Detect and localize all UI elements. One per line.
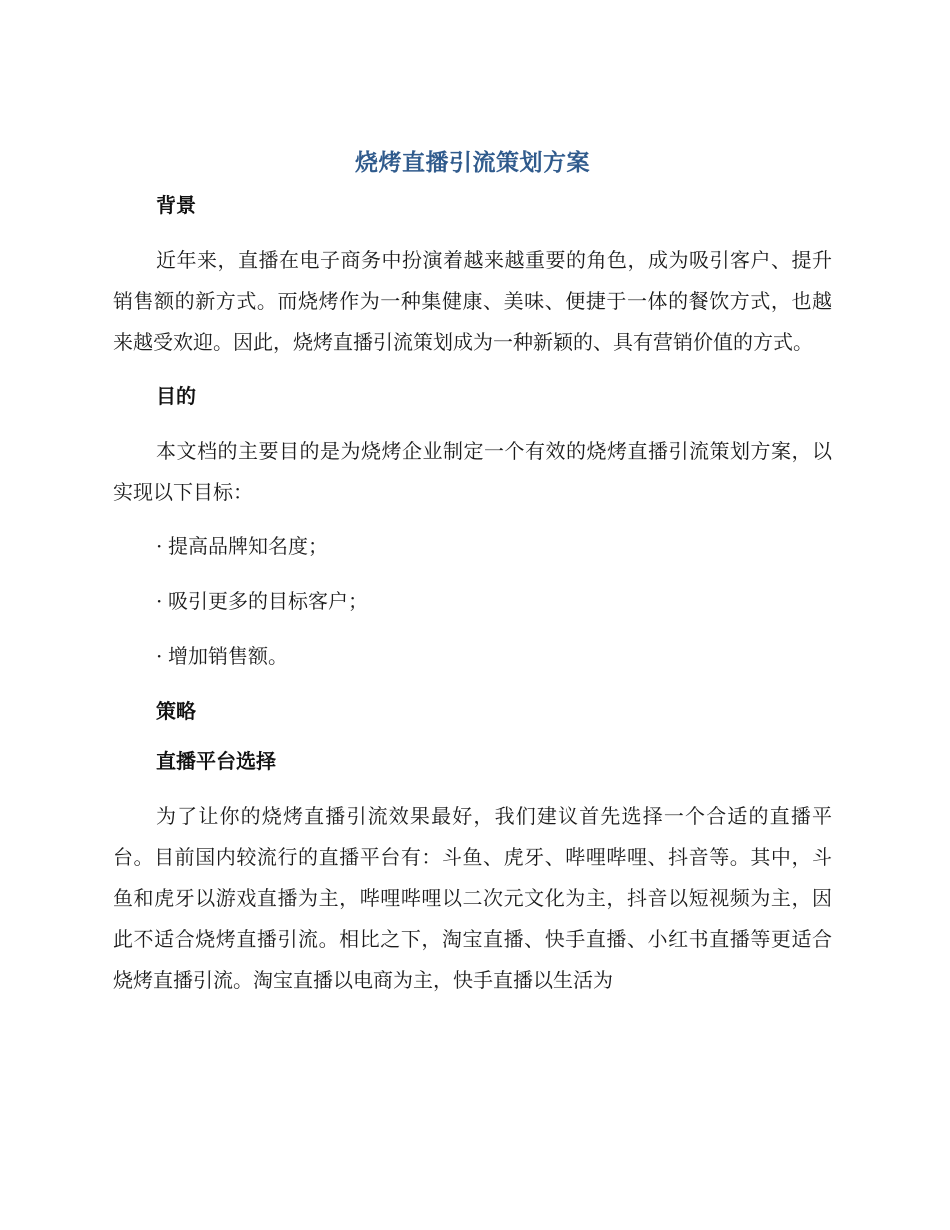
goal-text: 吸引更多的目标客户； <box>168 589 368 613</box>
heading-background: 背景 <box>156 193 196 217</box>
bullet-marker: · <box>156 644 163 668</box>
goal-text: 增加销售额。 <box>168 644 288 668</box>
bullet-marker: · <box>156 534 163 558</box>
paragraph-background: 近年来，直播在电子商务中扮演着越来越重要的角色，成为吸引客户、提升销售额的新方式。而烧烤作为一种集健康、美味、便捷于一体的餐饮方式，也越来越受欢迎。因此，烧烤直播引流策划成为一种新颖的、具有营销价值的方式。 <box>113 248 832 354</box>
heading-strategy: 策略 <box>156 699 196 723</box>
paragraph-platform-selection: 为了让你的烧烤直播引流效果最好，我们建议首先选择一个合适的直播平台。目前国内较流行的直播平台有：斗鱼、虎牙、哔哩哔哩、抖音等。其中，斗鱼和虎牙以游戏直播为主，哔哩哔哩以二次元文化为主，抖音以短视频为主，因此不适合烧烤直播引流。相比之下，淘宝直播、快手直播、小红书直播等更适合烧烤直播引流。淘宝直播以电商为主，快手直播以生活为 <box>113 804 832 992</box>
heading-platform-selection: 直播平台选择 <box>156 749 276 773</box>
goal-text: 提高品牌知名度； <box>168 534 328 558</box>
bullet-marker: · <box>156 589 163 613</box>
list-item-goal-2 <box>113 586 832 616</box>
list-item-goal-3 <box>113 641 832 671</box>
list-item-goal-1 <box>113 531 832 561</box>
paragraph-purpose: 本文档的主要目的是为烧烤企业制定一个有效的烧烤直播引流策划方案，以实现以下目标： <box>113 439 832 504</box>
heading-purpose: 目的 <box>156 384 196 408</box>
document-title: 烧烤直播引流策划方案 <box>355 150 590 176</box>
